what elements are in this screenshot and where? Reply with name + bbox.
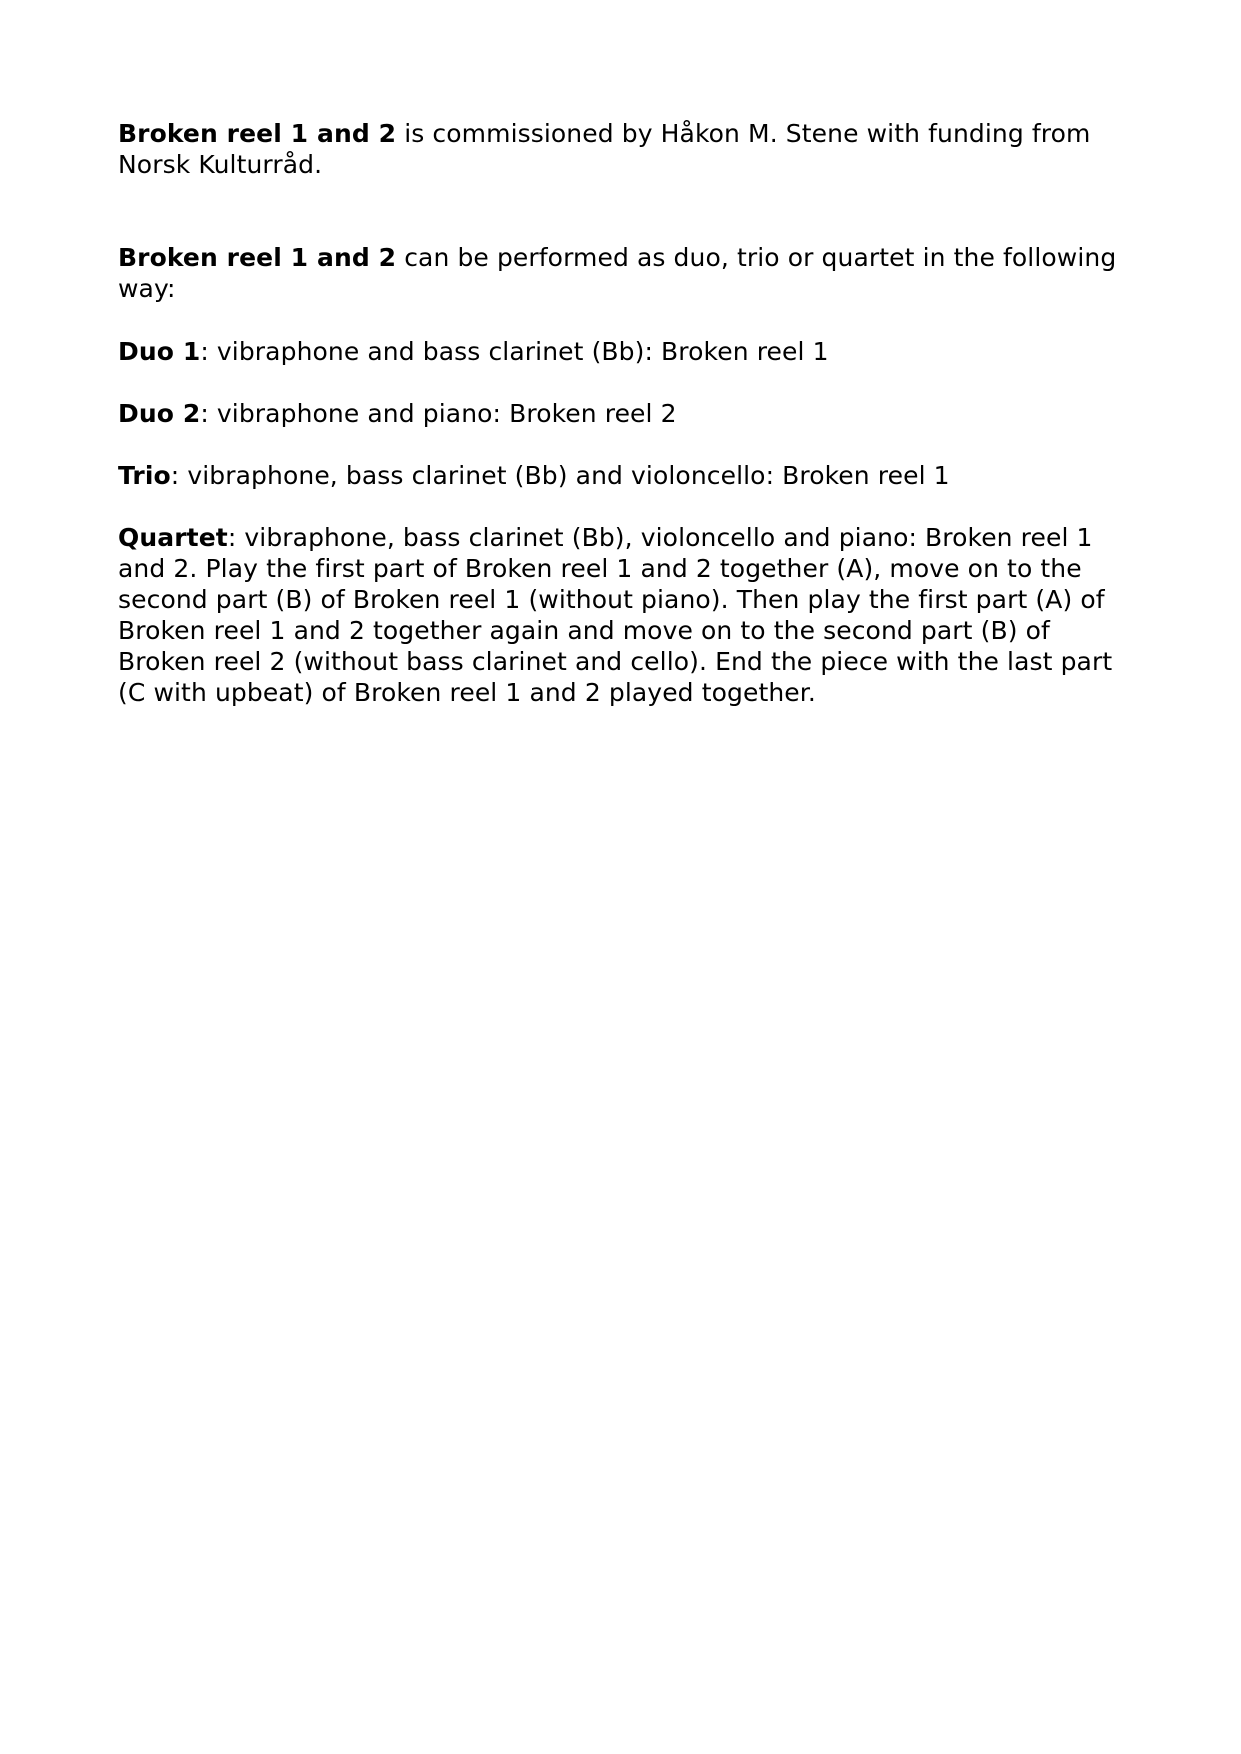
configuration-label: Trio: [118, 461, 171, 490]
configuration-trio: [118, 460, 1128, 491]
commission-paragraph: [118, 118, 1128, 180]
configuration-label: Quartet: [118, 523, 228, 552]
performance-paragraph: [118, 242, 1128, 304]
configuration-text: : vibraphone, bass clarinet (Bb) and violoncello: Broken reel 1: [170, 461, 950, 490]
configuration-text: : vibraphone and bass clarinet (Bb): Broken reel 1: [200, 337, 829, 366]
configuration-duo-2: [118, 398, 1128, 429]
document-body: [118, 118, 1128, 708]
configuration-label: Duo 1: [118, 337, 201, 366]
configuration-quartet: [118, 522, 1128, 708]
work-title: Broken reel 1 and 2: [118, 243, 397, 272]
configuration-duo-1: [118, 336, 1128, 367]
work-title: Broken reel 1 and 2: [118, 119, 397, 148]
configuration-text: : vibraphone, bass clarinet (Bb), violoncello and piano: Broken reel 1 and 2. Play the first part of Broken reel 1 and 2 together (A), move on to the second part (B) of Broken reel 1 (without piano). Then play the first part (A) of Broken reel 1 and 2 together again and move on to the second part (B) of Broken reel 2 (without bass clarinet and cello). End the piece with the last part (C with upbeat) of Broken reel 1 and 2 played together.: [118, 523, 1113, 707]
commission-text: is commissioned by Håkon M. Stene with funding from Norsk Kulturråd.: [118, 119, 1091, 179]
performance-text: can be performed as duo, trio or quartet in the following way:: [118, 243, 1117, 303]
configuration-text: : vibraphone and piano: Broken reel 2: [200, 399, 677, 428]
configuration-label: Duo 2: [118, 399, 201, 428]
